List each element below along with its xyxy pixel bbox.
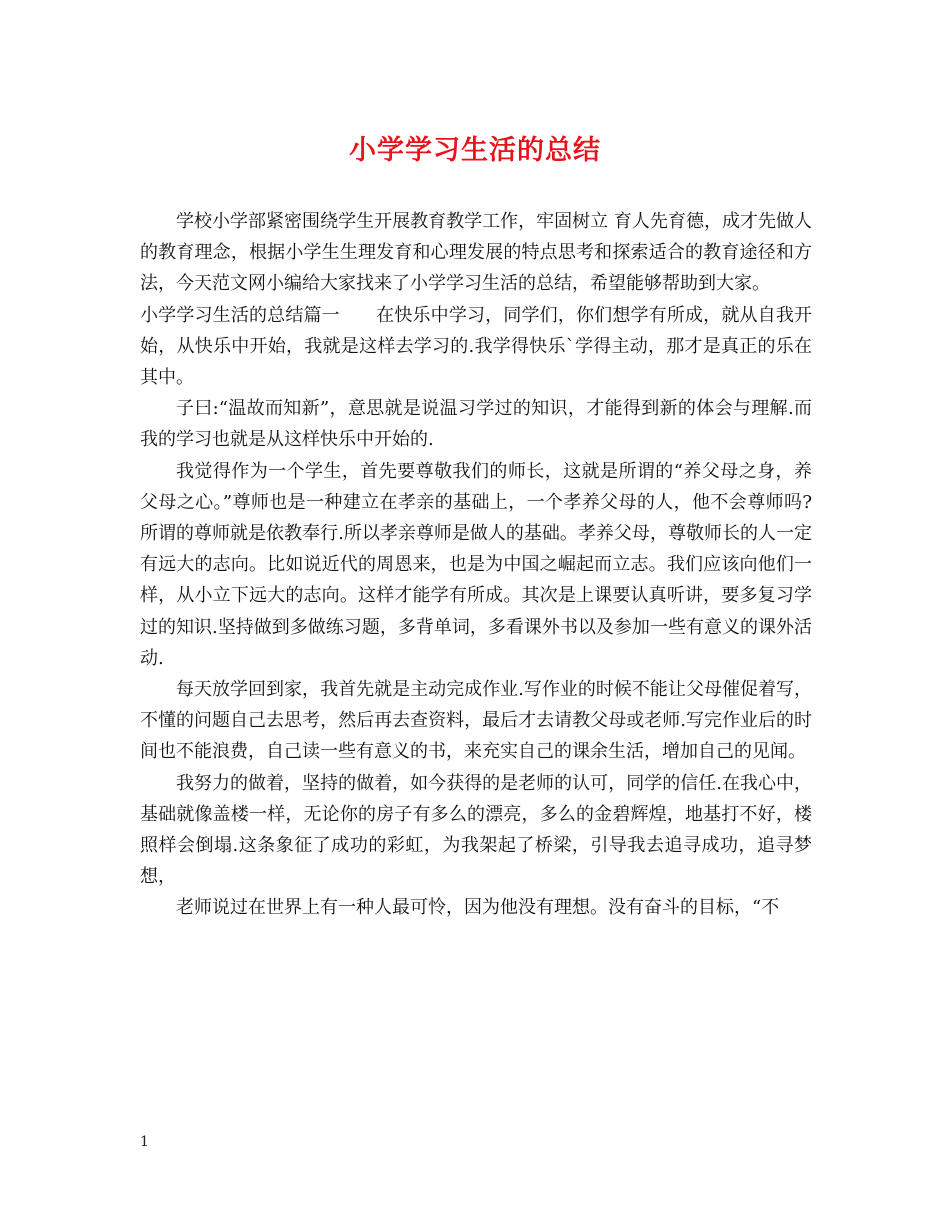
document-body <box>140 206 812 924</box>
paragraph: 老师说过在世界上有一种人最可怜，因为他没有理想。没有奋斗的目标，“不 <box>176 897 780 919</box>
paragraph: 我觉得作为一个学生，首先要尊敬我们的师长，这就是所谓的“养父母之身，养父母之心。”尊师也是一种建立在孝亲的基础上，一个孝养父母的人，他不会尊师吗?所谓的尊师就是依教奉行.所以孝亲尊师是做人的基础。孝养父母，尊敬师长的人一定有远大的志向。比如说近代的周恩来，也是为中国之崛起而立志。我们应该向他们一样，从小立下远大的志向。这样才能学有所成。其次是上课要认真听讲，要多复习学过的知识.坚持做到多做练习题，多背单词，多看课外书以及参加一些有意义的课外活动. <box>140 460 812 669</box>
document-title: 小学学习生活的总结 <box>349 135 601 166</box>
paragraph: 我努力的做着，坚持的做着，如今获得的是老师的认可，同学的信任.在我心中，基础就像盖楼一样，无论你的房子有多么的漂亮，多么的金碧辉煌，地基打不好，楼照样会倒塌.这条象征了成功的彩虹，为我架起了桥梁，引导我去追寻成功，追寻梦想， <box>140 772 812 888</box>
paragraph: 小学学习生活的总结篇一 在快乐中学习，同学们，你们想学有所成，就从自我开始，从快乐中开始，我就是这样去学习的.我学得快乐`学得主动，那才是真正的乐在其中。 <box>140 304 812 389</box>
paragraph: 子曰:“温故而知新”，意思就是说温习学过的知识，才能得到新的体会与理解.而我的学习也就是从这样快乐中开始的. <box>140 398 812 451</box>
page-number: 1 <box>140 1134 149 1150</box>
paragraph: 每天放学回到家，我首先就是主动完成作业.写作业的时候不能让父母催促着写，不懂的问题自己去思考，然后再去查资料，最后才去请教父母或老师.写完作业后的时间也不能浪费，自己读一些有意义的书，来充实自己的课余生活，增加自己的见闻。 <box>140 679 812 763</box>
paragraph: 学校小学部紧密围绕学生开展教育教学工作，牢固树立 育人先育德，成才先做人 的教育理念，根据小学生生理发育和心理发展的特点思考和探索适合的教育途径和方法，今天范文网小编给大家找来了小学学习生活的总结，希望能够帮助到大家。 <box>140 211 812 295</box>
